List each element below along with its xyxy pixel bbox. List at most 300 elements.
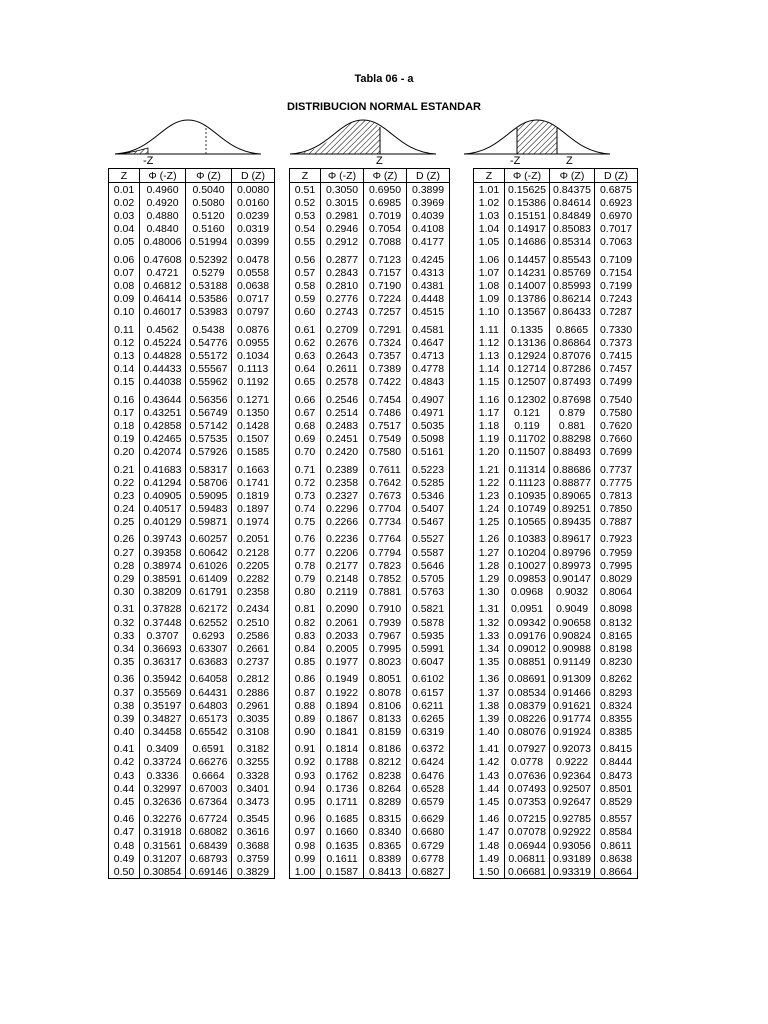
phi-z: 0.7549 (364, 432, 407, 445)
table-row (290, 813, 450, 826)
phi-neg-z: 0.43644 (140, 393, 186, 406)
z-value: 0.59 (290, 292, 321, 305)
table-row (474, 852, 638, 865)
phi-neg-z: 0.3336 (140, 769, 186, 782)
d-z: 0.7699 (595, 445, 638, 458)
phi-z: 0.7224 (364, 292, 407, 305)
phi-neg-z: 0.35197 (140, 699, 186, 712)
phi-z: 0.8340 (364, 826, 407, 839)
phi-z: 0.66276 (186, 756, 232, 769)
phi-z: 0.7995 (364, 642, 407, 655)
z-value: 0.83 (290, 629, 321, 642)
phi-z: 0.7257 (364, 305, 407, 318)
phi-neg-z: 0.1685 (321, 813, 364, 826)
phi-z: 0.89973 (550, 559, 595, 572)
phi-z: 0.7088 (364, 235, 407, 248)
column-header: D (Z) (232, 169, 275, 183)
z-value: 1.39 (474, 712, 505, 725)
z-value: 0.62 (290, 336, 321, 349)
phi-z: 0.7673 (364, 489, 407, 502)
d-z: 0.2586 (232, 629, 275, 642)
d-z: 0.5527 (407, 533, 450, 546)
table-row (474, 699, 638, 712)
normal-table-1 (108, 168, 275, 879)
phi-neg-z: 0.119 (505, 419, 550, 432)
z-value: 0.48 (109, 839, 140, 852)
phi-z: 0.8212 (364, 756, 407, 769)
table-row (109, 432, 275, 445)
d-z: 0.5935 (407, 629, 450, 642)
z-value: 0.32 (109, 616, 140, 629)
table-row (109, 489, 275, 502)
phi-z: 0.7019 (364, 209, 407, 222)
z-value: 1.03 (474, 209, 505, 222)
table-row (109, 279, 275, 292)
phi-neg-z: 0.07215 (505, 813, 550, 826)
phi-neg-z: 0.2090 (321, 603, 364, 616)
phi-neg-z: 0.4840 (140, 222, 186, 235)
z-value: 0.57 (290, 266, 321, 279)
z-value: 1.01 (474, 183, 505, 197)
d-z: 0.3969 (407, 196, 450, 209)
z-value: 0.66 (290, 393, 321, 406)
z-value: 0.70 (290, 445, 321, 458)
d-z: 0.8165 (595, 629, 638, 642)
d-z: 0.8064 (595, 585, 638, 598)
phi-neg-z: 0.12302 (505, 393, 550, 406)
curve-label-neg-z-2: -Z (510, 155, 521, 167)
table-row (109, 533, 275, 546)
d-z: 0.4245 (407, 253, 450, 266)
phi-neg-z: 0.0951 (505, 603, 550, 616)
phi-z: 0.67003 (186, 782, 232, 795)
d-z: 0.7415 (595, 349, 638, 362)
phi-z: 0.62552 (186, 616, 232, 629)
z-value: 0.30 (109, 585, 140, 598)
d-z: 0.8355 (595, 712, 638, 725)
phi-neg-z: 0.2578 (321, 375, 364, 388)
phi-neg-z: 0.08691 (505, 673, 550, 686)
d-z: 0.3899 (407, 183, 450, 197)
table-row (474, 323, 638, 336)
phi-z: 0.7939 (364, 616, 407, 629)
z-value: 0.55 (290, 235, 321, 248)
table-row (290, 305, 450, 318)
phi-z: 0.56356 (186, 393, 232, 406)
d-z: 0.4581 (407, 323, 450, 336)
z-value: 0.69 (290, 432, 321, 445)
phi-z: 0.93189 (550, 852, 595, 865)
table-row (109, 445, 275, 458)
phi-z: 0.86433 (550, 305, 595, 318)
phi-neg-z: 0.3015 (321, 196, 364, 209)
z-value: 1.26 (474, 533, 505, 546)
d-z: 0.6319 (407, 725, 450, 738)
phi-z: 0.57142 (186, 419, 232, 432)
z-value: 0.09 (109, 292, 140, 305)
d-z: 0.4313 (407, 266, 450, 279)
phi-z: 0.9032 (550, 585, 595, 598)
table-row (109, 393, 275, 406)
phi-z: 0.57535 (186, 432, 232, 445)
phi-neg-z: 0.46812 (140, 279, 186, 292)
phi-z: 0.64058 (186, 673, 232, 686)
phi-neg-z: 0.37828 (140, 603, 186, 616)
table-row (474, 826, 638, 839)
phi-neg-z: 0.2611 (321, 362, 364, 375)
phi-z: 0.60642 (186, 546, 232, 559)
phi-z: 0.91774 (550, 712, 595, 725)
phi-z: 0.61409 (186, 572, 232, 585)
table-row (290, 546, 450, 559)
z-value: 0.64 (290, 362, 321, 375)
z-value: 0.28 (109, 559, 140, 572)
table-row (290, 375, 450, 388)
z-value: 0.22 (109, 476, 140, 489)
z-value: 0.29 (109, 572, 140, 585)
phi-neg-z: 0.41683 (140, 463, 186, 476)
table-row (474, 279, 638, 292)
table-row (290, 865, 450, 879)
phi-z: 0.85083 (550, 222, 595, 235)
phi-neg-z: 0.34827 (140, 712, 186, 725)
z-value: 0.19 (109, 432, 140, 445)
phi-z: 0.8078 (364, 686, 407, 699)
d-z: 0.5223 (407, 463, 450, 476)
d-z: 0.4843 (407, 375, 450, 388)
z-value: 0.15 (109, 375, 140, 388)
phi-neg-z: 0.12924 (505, 349, 550, 362)
phi-neg-z: 0.41294 (140, 476, 186, 489)
phi-z: 0.65542 (186, 725, 232, 738)
z-value: 1.42 (474, 756, 505, 769)
phi-z: 0.5438 (186, 323, 232, 336)
z-value: 0.76 (290, 533, 321, 546)
z-value: 1.50 (474, 865, 505, 879)
d-z: 0.8501 (595, 782, 638, 795)
table-row (474, 839, 638, 852)
d-z: 0.6211 (407, 699, 450, 712)
table-row (109, 756, 275, 769)
phi-z: 0.61791 (186, 585, 232, 598)
table-row (290, 852, 450, 865)
phi-z: 0.8413 (364, 865, 407, 879)
d-z: 0.2358 (232, 585, 275, 598)
table-row (290, 743, 450, 756)
table-row (474, 253, 638, 266)
phi-neg-z: 0.31561 (140, 839, 186, 852)
phi-neg-z: 0.36693 (140, 642, 186, 655)
table-row (474, 769, 638, 782)
phi-z: 0.7580 (364, 445, 407, 458)
z-value: 0.23 (109, 489, 140, 502)
table-row (474, 432, 638, 445)
z-value: 0.78 (290, 559, 321, 572)
phi-z: 0.88686 (550, 463, 595, 476)
table-row (474, 572, 638, 585)
phi-neg-z: 0.0968 (505, 585, 550, 598)
phi-neg-z: 0.2061 (321, 616, 364, 629)
table-row (474, 782, 638, 795)
d-z: 0.6778 (407, 852, 450, 865)
phi-neg-z: 0.31207 (140, 852, 186, 865)
d-z: 0.5035 (407, 419, 450, 432)
table-row (290, 756, 450, 769)
phi-z: 0.8159 (364, 725, 407, 738)
table-row (290, 782, 450, 795)
phi-neg-z: 0.2981 (321, 209, 364, 222)
phi-z: 0.63307 (186, 642, 232, 655)
table-row (474, 533, 638, 546)
table-row (474, 546, 638, 559)
phi-neg-z: 0.1736 (321, 782, 364, 795)
z-value: 0.27 (109, 546, 140, 559)
phi-neg-z: 0.2148 (321, 572, 364, 585)
phi-neg-z: 0.13786 (505, 292, 550, 305)
phi-neg-z: 0.1841 (321, 725, 364, 738)
z-value: 1.20 (474, 445, 505, 458)
column-header: Φ (-Z) (505, 169, 550, 183)
table-row (290, 686, 450, 699)
d-z: 0.1113 (232, 362, 275, 375)
table-row (290, 502, 450, 515)
d-z: 0.6102 (407, 673, 450, 686)
phi-z: 0.8365 (364, 839, 407, 852)
phi-neg-z: 0.46414 (140, 292, 186, 305)
z-value: 1.37 (474, 686, 505, 699)
table-row (290, 616, 450, 629)
table-row (109, 375, 275, 388)
d-z: 0.7243 (595, 292, 638, 305)
phi-z: 0.64803 (186, 699, 232, 712)
z-value: 0.34 (109, 642, 140, 655)
phi-z: 0.55962 (186, 375, 232, 388)
phi-neg-z: 0.2451 (321, 432, 364, 445)
z-value: 1.04 (474, 222, 505, 235)
table-row (290, 699, 450, 712)
d-z: 0.3688 (232, 839, 275, 852)
z-value: 0.45 (109, 795, 140, 808)
phi-z: 0.67364 (186, 795, 232, 808)
z-value: 1.43 (474, 769, 505, 782)
d-z: 0.8557 (595, 813, 638, 826)
z-value: 0.01 (109, 183, 140, 197)
z-value: 0.79 (290, 572, 321, 585)
z-value: 1.05 (474, 235, 505, 248)
z-value: 0.52 (290, 196, 321, 209)
z-value: 0.06 (109, 253, 140, 266)
phi-z: 0.8051 (364, 673, 407, 686)
z-value: 0.88 (290, 699, 321, 712)
table-row (109, 699, 275, 712)
z-value: 1.10 (474, 305, 505, 318)
z-value: 1.21 (474, 463, 505, 476)
table-row (290, 336, 450, 349)
d-z: 0.7887 (595, 515, 638, 528)
z-value: 0.12 (109, 336, 140, 349)
phi-neg-z: 0.15151 (505, 209, 550, 222)
table-row (290, 445, 450, 458)
table-row (474, 292, 638, 305)
table-row (109, 253, 275, 266)
table-row (109, 292, 275, 305)
phi-z: 0.88493 (550, 445, 595, 458)
d-z: 0.8584 (595, 826, 638, 839)
column-header: Φ (-Z) (140, 169, 186, 183)
z-value: 0.49 (109, 852, 140, 865)
z-value: 1.00 (290, 865, 321, 879)
z-value: 0.16 (109, 393, 140, 406)
d-z: 0.4177 (407, 235, 450, 248)
phi-neg-z: 0.2810 (321, 279, 364, 292)
phi-neg-z: 0.2514 (321, 406, 364, 419)
phi-z: 0.7324 (364, 336, 407, 349)
column-header: Φ (-Z) (321, 169, 364, 183)
phi-z: 0.7454 (364, 393, 407, 406)
z-value: 0.04 (109, 222, 140, 235)
phi-z: 0.89435 (550, 515, 595, 528)
z-value: 0.11 (109, 323, 140, 336)
d-z: 0.1507 (232, 432, 275, 445)
phi-neg-z: 0.08076 (505, 725, 550, 738)
table-row (109, 852, 275, 865)
table-row (474, 393, 638, 406)
z-value: 1.14 (474, 362, 505, 375)
z-value: 1.16 (474, 393, 505, 406)
phi-z: 0.7054 (364, 222, 407, 235)
table-row (109, 476, 275, 489)
phi-z: 0.84849 (550, 209, 595, 222)
phi-neg-z: 0.1611 (321, 852, 364, 865)
phi-neg-z: 0.2912 (321, 235, 364, 248)
d-z: 0.7923 (595, 533, 638, 546)
table-subtitle: DISTRIBUCION NORMAL ESTANDAR (287, 101, 481, 113)
header-row (290, 169, 450, 183)
table-title: Tabla 06 - a (354, 73, 414, 85)
phi-neg-z: 0.36317 (140, 655, 186, 668)
phi-neg-z: 0.37448 (140, 616, 186, 629)
z-value: 1.47 (474, 826, 505, 839)
z-value: 1.36 (474, 673, 505, 686)
d-z: 0.8029 (595, 572, 638, 585)
table-row (109, 305, 275, 318)
d-z: 0.0160 (232, 196, 275, 209)
phi-z: 0.8315 (364, 813, 407, 826)
table-row (474, 756, 638, 769)
d-z: 0.7330 (595, 323, 638, 336)
z-value: 0.46 (109, 813, 140, 826)
phi-neg-z: 0.08226 (505, 712, 550, 725)
phi-neg-z: 0.39743 (140, 533, 186, 546)
phi-z: 0.7881 (364, 585, 407, 598)
phi-neg-z: 0.10749 (505, 502, 550, 515)
phi-z: 0.6664 (186, 769, 232, 782)
table-row (474, 629, 638, 642)
d-z: 0.8415 (595, 743, 638, 756)
phi-neg-z: 0.12714 (505, 362, 550, 375)
z-value: 0.33 (109, 629, 140, 642)
phi-neg-z: 0.2206 (321, 546, 364, 559)
phi-neg-z: 0.11507 (505, 445, 550, 458)
phi-neg-z: 0.1867 (321, 712, 364, 725)
d-z: 0.7850 (595, 502, 638, 515)
d-z: 0.6157 (407, 686, 450, 699)
phi-z: 0.7642 (364, 476, 407, 489)
d-z: 0.4778 (407, 362, 450, 375)
curve-label-z-2: Z (566, 155, 573, 167)
z-value: 1.13 (474, 349, 505, 362)
table-row (474, 502, 638, 515)
d-z: 0.3108 (232, 725, 275, 738)
phi-neg-z: 0.31918 (140, 826, 186, 839)
phi-neg-z: 0.44038 (140, 375, 186, 388)
phi-z: 0.88298 (550, 432, 595, 445)
phi-z: 0.8106 (364, 699, 407, 712)
phi-z: 0.8023 (364, 655, 407, 668)
phi-z: 0.92507 (550, 782, 595, 795)
d-z: 0.7457 (595, 362, 638, 375)
phi-neg-z: 0.2236 (321, 533, 364, 546)
z-value: 0.61 (290, 323, 321, 336)
column-header: Z (474, 169, 505, 183)
phi-neg-z: 0.14686 (505, 235, 550, 248)
phi-z: 0.6950 (364, 183, 407, 197)
d-z: 0.5346 (407, 489, 450, 502)
table-row (474, 266, 638, 279)
phi-z: 0.51994 (186, 235, 232, 248)
z-value: 1.28 (474, 559, 505, 572)
z-value: 1.06 (474, 253, 505, 266)
table-row (109, 572, 275, 585)
phi-neg-z: 0.14007 (505, 279, 550, 292)
phi-neg-z: 0.34458 (140, 725, 186, 738)
phi-z: 0.84614 (550, 196, 595, 209)
table-row (109, 712, 275, 725)
phi-neg-z: 0.10383 (505, 533, 550, 546)
table-row (290, 432, 450, 445)
d-z: 0.1192 (232, 375, 275, 388)
table-row (109, 782, 275, 795)
phi-z: 0.5040 (186, 183, 232, 197)
phi-neg-z: 0.4920 (140, 196, 186, 209)
table-row (474, 603, 638, 616)
z-value: 1.15 (474, 375, 505, 388)
d-z: 0.6047 (407, 655, 450, 668)
table-row (474, 406, 638, 419)
phi-neg-z: 0.46017 (140, 305, 186, 318)
z-value: 0.08 (109, 279, 140, 292)
table-row (109, 196, 275, 209)
table-row (290, 419, 450, 432)
d-z: 0.1428 (232, 419, 275, 432)
table-row (290, 266, 450, 279)
phi-z: 0.93319 (550, 865, 595, 879)
table-row (474, 712, 638, 725)
table-row (109, 686, 275, 699)
phi-neg-z: 0.2420 (321, 445, 364, 458)
table-row (290, 463, 450, 476)
table-row (109, 865, 275, 879)
table-row (109, 183, 275, 197)
phi-z: 0.7764 (364, 533, 407, 546)
table-row (290, 476, 450, 489)
d-z: 0.1271 (232, 393, 275, 406)
phi-z: 0.91466 (550, 686, 595, 699)
z-value: 0.40 (109, 725, 140, 738)
z-value: 1.48 (474, 839, 505, 852)
phi-z: 0.68082 (186, 826, 232, 839)
phi-neg-z: 0.07353 (505, 795, 550, 808)
